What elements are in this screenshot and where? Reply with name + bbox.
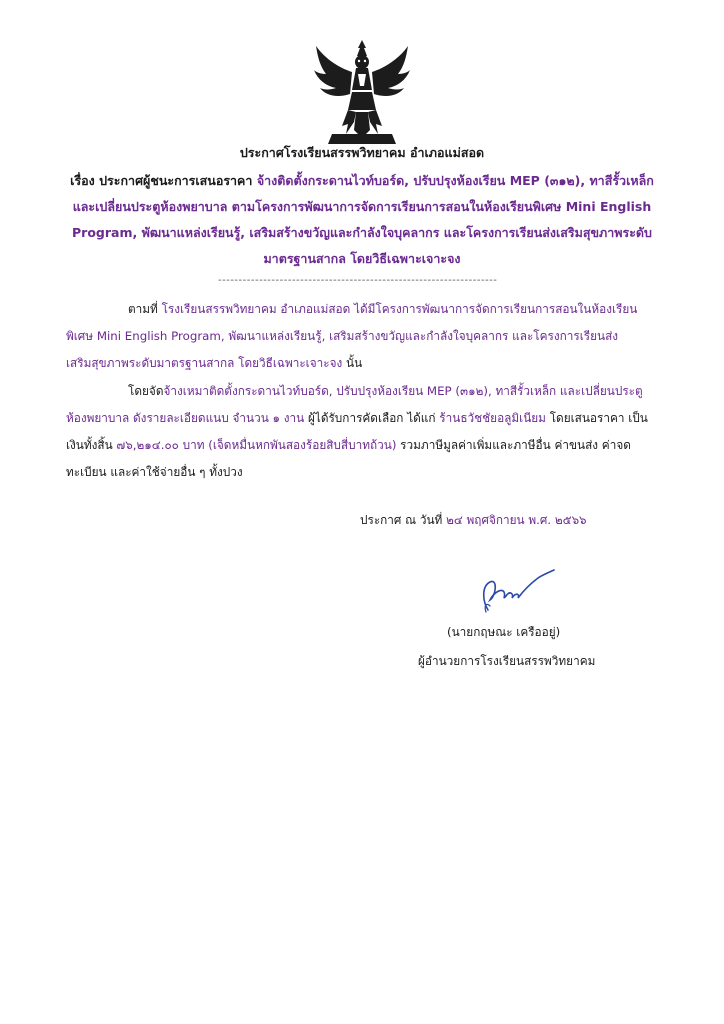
p2-mid: ผู้ได้รับการคัดเลือก ได้แก่ <box>304 411 440 425</box>
garuda-emblem-icon <box>312 38 412 146</box>
p2-vendor: ร้านธวัชชัยอลูมิเนียม <box>439 411 546 425</box>
announcement-subject <box>62 168 662 272</box>
p1-project-text: โรงเรียนสรรพวิทยาคม อำเภอแม่สอด ได้มีโครงการพัฒนาการจัดการเรียนการสอนในห้องเรียนพิเศษ Mini English Program, พัฒนาแหล่งเรียนรู้, เสริมสร้างขวัญและกำลังใจบุคลากร และโครงการเรียนส่งเสริมสุขภาพระดับมาตรฐานสากล โดยวิธีเฉพาะเจาะจง <box>66 302 638 370</box>
signer-name: (นายกฤษณะ เครืออยู่) <box>447 625 561 639</box>
date-label: ประกาศ ณ วันที่ <box>360 513 443 527</box>
announcement-title: ประกาศโรงเรียนสรรพวิทยาคม อำเภอแม่สอด <box>239 145 485 160</box>
handwritten-signature <box>468 566 556 618</box>
subject-prefix: เรื่อง ประกาศผู้ชนะการเสนอราคา <box>70 173 253 188</box>
signer-position: ผู้อำนวยการโรงเรียนสรรพวิทยาคม <box>418 654 596 668</box>
p2-offer: โดยเสนอราคา เป็นเงินทั้งสิ้น <box>66 411 648 452</box>
p1-lead: ตามที่ <box>128 302 158 316</box>
p2-tail: รวมภาษีมูลค่าเพิ่มและภาษีอื่น ค่าขนส่ง ค่าจดทะเบียน และค่าใช้จ่ายอื่น ๆ ทั้งปวง <box>66 438 631 479</box>
p2-amount: ๗๖,๒๑๔.๐๐ บาท (เจ็ดหมื่นหกพันสองร้อยสิบสี่บาทถ้วน) <box>116 438 397 452</box>
p1-tail: นั้น <box>342 356 363 370</box>
announcement-date <box>360 511 587 530</box>
p2-work-text: จ้างเหมาติดตั้งกระดานไวท์บอร์ด, ปรับปรุงห้องเรียน MEP (๓๑๒), ทาสีรั้วเหล็ก และเปลี่ยนประตูห้องพยาบาล ดังรายละเอียดแนบ จำนวน ๑ งาน <box>66 384 643 425</box>
date-value: ๒๔ พฤศจิกายน พ.ศ. ๒๕๖๖ <box>446 513 587 527</box>
paragraph-project <box>66 296 658 377</box>
subject-body: จ้างติดตั้งกระดานไวท์บอร์ด, ปรับปรุงห้องเรียน MEP (๓๑๒), ทาสีรั้วเหล็ก และเปลี่ยนประตูห้องพยาบาล ตามโครงการพัฒนาการจัดการเรียนการสอนในห้องเรียนพิเศษ Mini English Program, พัฒนาแหล่งเรียนรู้, เสริมสร้างขวัญและกำลังใจบุคลากร และโครงการเรียนส่งเสริมสุขภาพระดับมาตรฐานสากล โดยวิธีเฉพาะเจาะจง <box>72 173 654 266</box>
p2-lead: โดยจัด <box>128 384 164 398</box>
separator-line: -------------------------------------------------------------------- <box>218 275 498 286</box>
paragraph-award <box>66 378 658 486</box>
